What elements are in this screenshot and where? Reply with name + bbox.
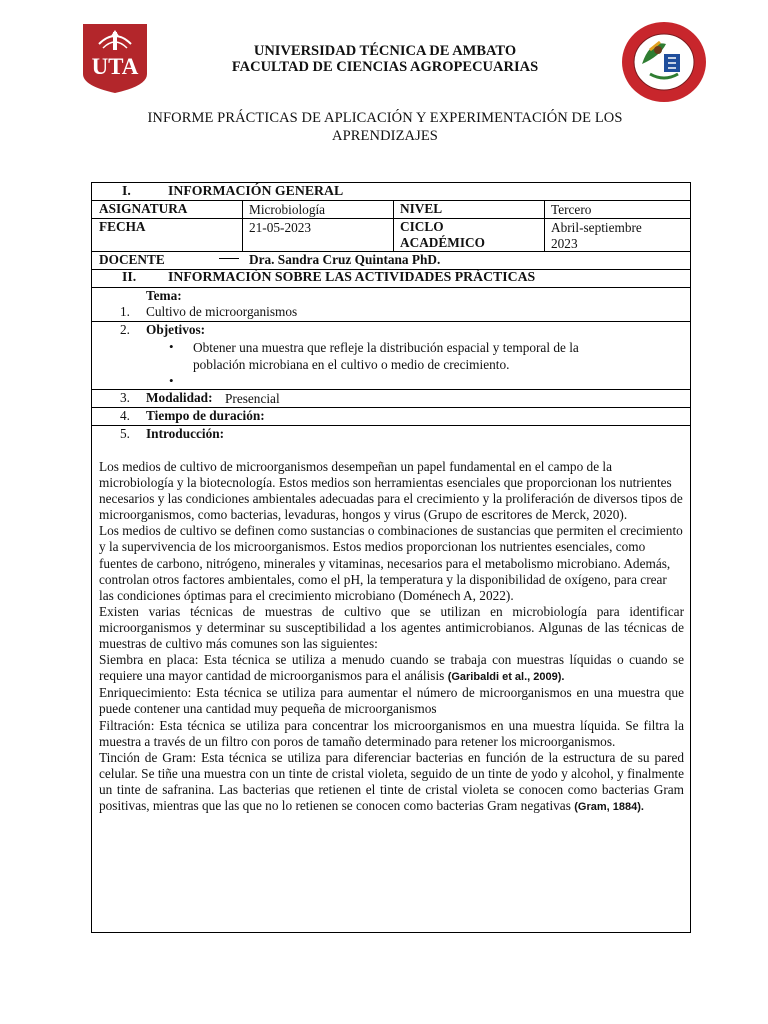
ciclo-label-line-2: ACADÉMICO	[400, 235, 485, 250]
nivel-label: NIVEL	[400, 201, 443, 216]
intro-paragraph-1: Los medios de cultivo de microorganismos desempeñan un papel fundamental en el campo de la microbiología y la biotecnología. Estos medios son herramientas esenciales que proporcionan los nutrientes necesarios y las condiciones ambientales adecuadas para el crecimiento y la proliferación de diversos tipos de microorganismos, como bacterias, levaduras, hongos y virus (Grupo de escritores de Merck, 2020).	[99, 459, 683, 523]
modalidad-label: Modalidad:	[146, 390, 213, 405]
section-1-number: I.	[122, 183, 131, 198]
intro-paragraph-2: Los medios de cultivo se definen como sustancias o combinaciones de sustancias que permiten el crecimiento y la supervivencia de los microorganismos. Estos medios proporcionan los nutrientes esenciales, como fuentes de carbono, nitrógeno, minerales y vitaminas, necesarios para el metabolismo microbiano. Además, controlan otros factores ambientales, como el pH, la temperatura y la disponibilidad de oxígeno, para crear las condiciones óptimas para el crecimiento microbiano (Doménech A, 2022).	[99, 523, 683, 603]
modalidad-number: 3.	[120, 390, 130, 405]
gram-text: Tinción de Gram: Esta técnica se utiliza para diferenciar bacterias en función de la estructura de su pared celular. Se tiñe una muestra con un tinte de cristal violeta, seguido de un tinte de yodo y alcohol, y finalmente un tinte de safranina. Las bacterias que retienen el tinte de cristal violeta se conocen como bacterias Gram positivas, mientras que las que no lo retienen se conocen como bacterias Gram negativas	[99, 749, 684, 813]
docente-dash	[219, 258, 239, 259]
docente-label: DOCENTE	[99, 252, 165, 267]
ciclo-label-line-1: CICLO	[400, 219, 444, 234]
tiempo-number: 4.	[120, 408, 130, 423]
tema-value: Cultivo de microorganismos	[146, 304, 298, 319]
report-title	[120, 109, 650, 145]
ciclo-value-line-2: 2023	[551, 236, 578, 251]
objetivos-label: Objetivos:	[146, 322, 206, 337]
tiempo-label: Tiempo de duración:	[146, 408, 265, 423]
column-divider	[544, 200, 545, 251]
docente-value: Dra. Sandra Cruz Quintana PhD.	[249, 252, 441, 267]
citation-gram: (Gram, 1884).	[574, 800, 644, 813]
report-title-line-1: INFORME PRÁCTICAS DE APLICACIÓN Y EXPERIMENTACIÓN DE LOS	[147, 110, 623, 126]
column-divider	[393, 200, 394, 251]
ciclo-value-line-1: Abril-septiembre	[551, 220, 642, 235]
objetivo-bullet-empty: •	[169, 373, 174, 388]
tema-label: Tema:	[146, 288, 182, 303]
intro-paragraph-3: Existen varias técnicas de muestras de cultivo que se utilizan en microbiología para identificar microorganismos y determinar su susceptibilidad a los agentes antimicrobianos. Algunas de las técnicas de muestras de cultivo más comunes son las siguientes:	[99, 603, 684, 652]
nivel-value: Tercero	[551, 202, 592, 217]
fecha-label: FECHA	[99, 219, 146, 234]
institution-header	[200, 43, 570, 75]
section-2-title: INFORMACIÓN SOBRE LAS ACTIVIDADES PRÁCTICAS	[168, 269, 536, 284]
asignatura-label: ASIGNATURA	[99, 201, 188, 216]
introduccion-number: 5.	[120, 426, 130, 441]
column-divider	[242, 200, 243, 251]
intro-paragraph-7	[99, 750, 684, 815]
introduccion-label: Introducción:	[146, 426, 225, 441]
uta-logo-text: UTA	[91, 54, 139, 79]
intro-paragraph-6: Filtración: Esta técnica se utiliza para concentrar los microorganismos en una muestra líquida. Se filtra la muestra a través de un filtro con poros de tamaño determinado para retener los microorganismos.	[99, 717, 684, 749]
faculty-seal-logo	[620, 20, 708, 104]
asignatura-value: Microbiología	[249, 202, 326, 217]
tema-number: 1.	[120, 304, 130, 319]
modalidad-value: Presencial	[225, 391, 280, 406]
objetivo-1-line-1: Obtener una muestra que refleje la distribución espacial y temporal de la	[193, 340, 579, 355]
row-divider	[92, 218, 690, 219]
fecha-value: 21-05-2023	[249, 220, 312, 235]
citation-garibaldi: (Garibaldi et al., 2009).	[447, 671, 565, 684]
report-form	[91, 182, 691, 933]
university-name: UNIVERSIDAD TÉCNICA DE AMBATO	[253, 43, 517, 59]
faculty-name: FACULTAD DE CIENCIAS AGROPECUARIAS	[231, 59, 539, 75]
introduction-body	[99, 459, 684, 815]
report-title-line-2: APRENDIZAJES	[332, 128, 438, 144]
objetivos-number: 2.	[120, 322, 130, 337]
siembra-text: Siembra en placa: Esta técnica se utiliza a menudo cuando se trabaja con muestras líquidas o cuando se requiere una mayor cantidad de microorganismos para el análisis	[99, 652, 684, 684]
objetivo-1-line-2: población microbiana en el cultivo o medio de crecimiento.	[193, 357, 510, 372]
uta-logo	[81, 22, 149, 95]
section-2-number: II.	[122, 269, 137, 284]
objetivo-bullet: •	[169, 339, 174, 354]
section-1-title: INFORMACIÓN GENERAL	[168, 183, 344, 198]
intro-paragraph-4	[99, 652, 684, 685]
intro-paragraph-5: Enriquecimiento: Esta técnica se utiliza para aumentar el número de microorganismos en una muestra que puede contener una cantidad muy pequeña de microorganismos	[99, 685, 684, 717]
